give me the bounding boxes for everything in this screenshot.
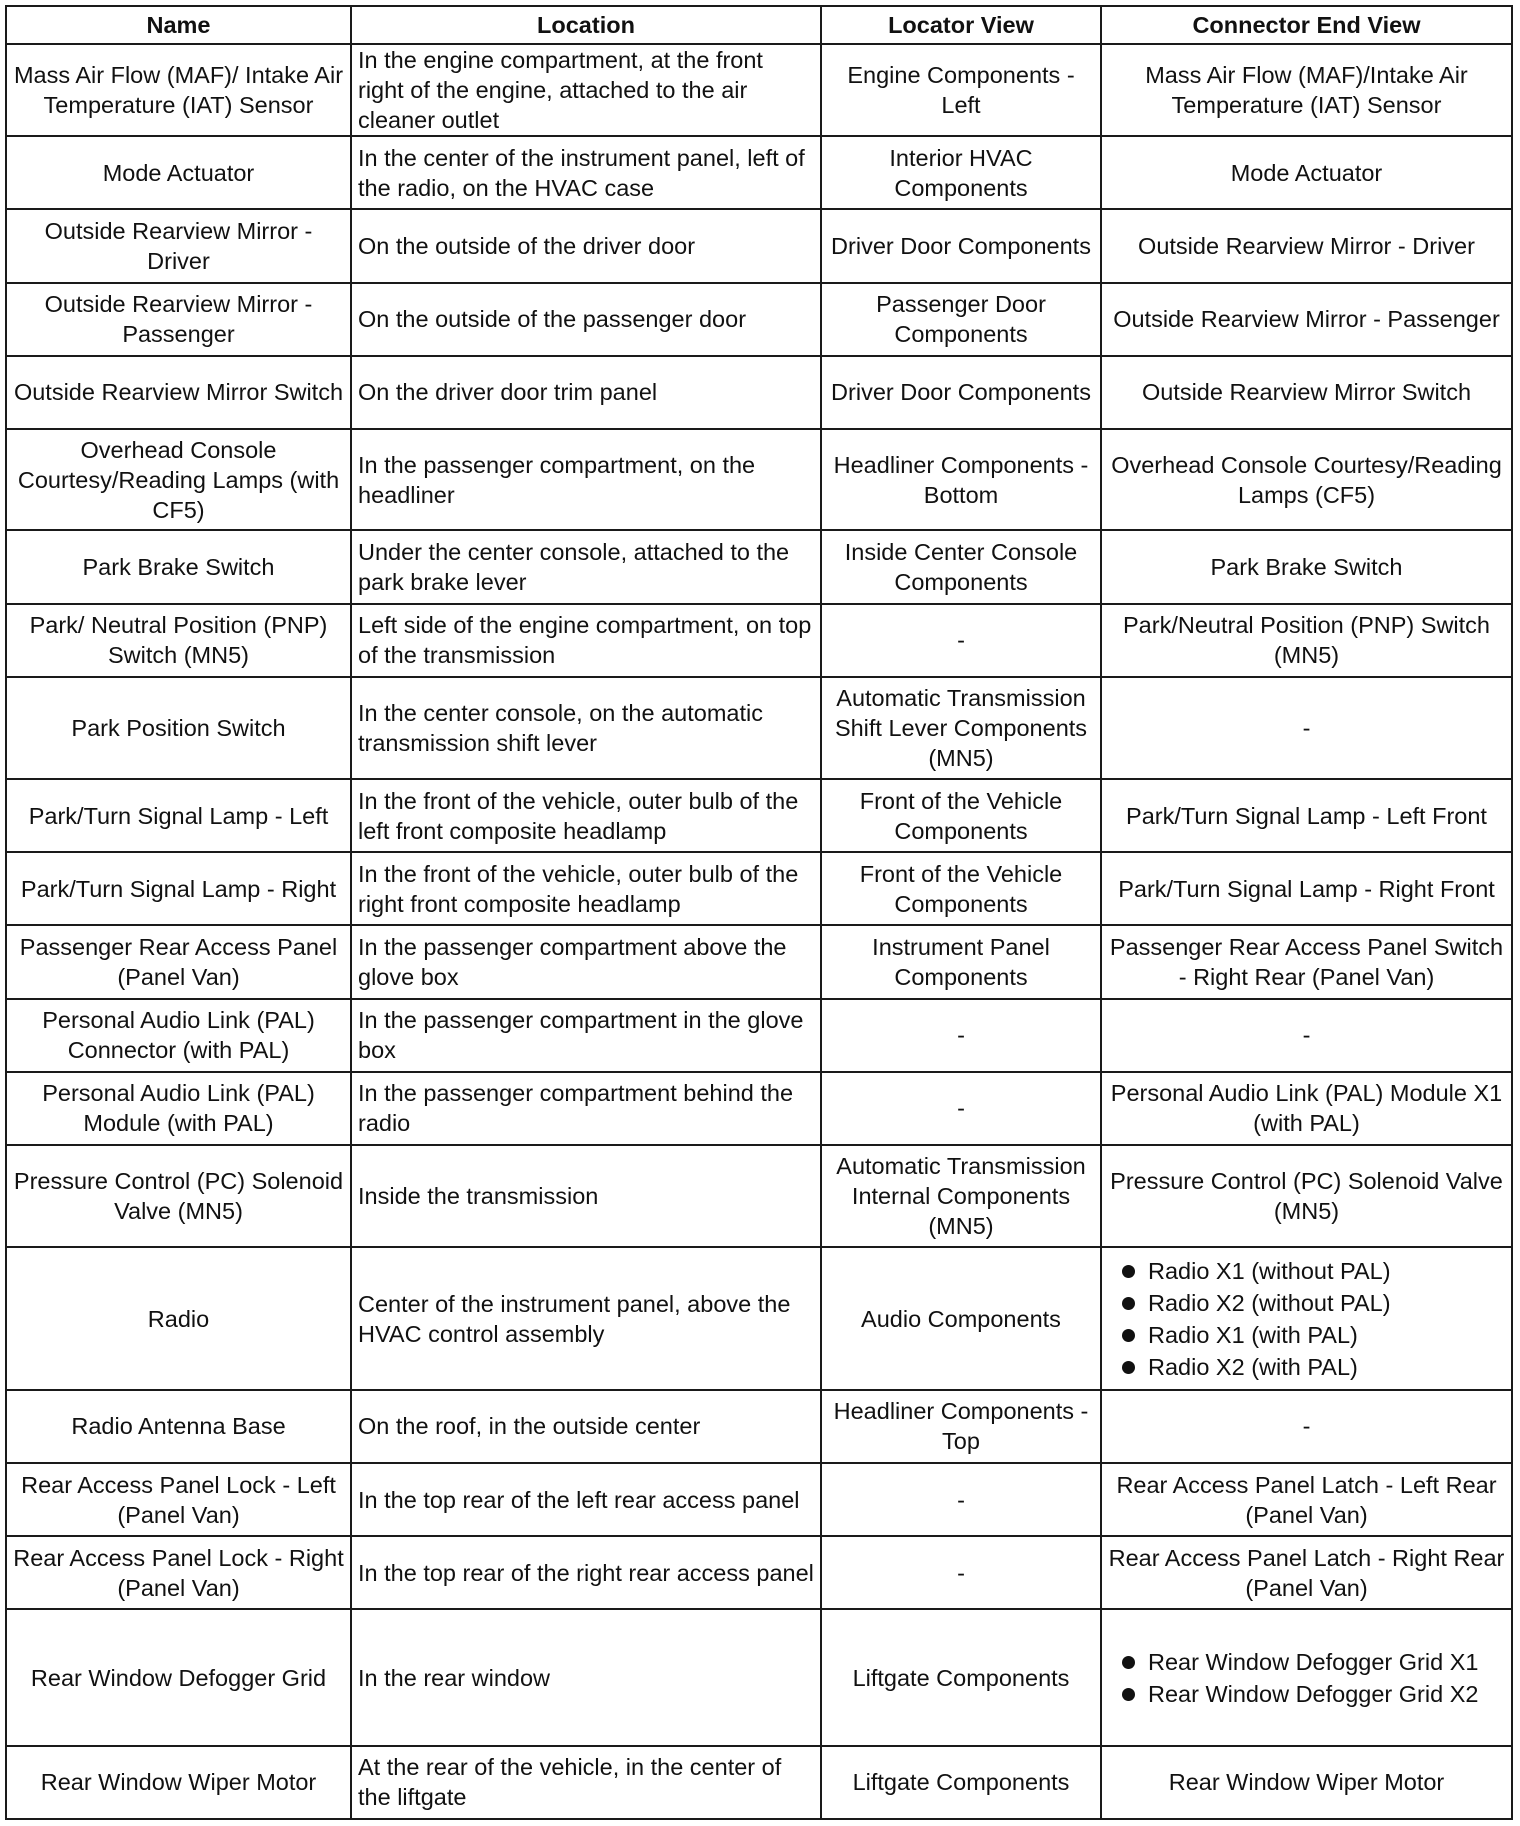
cell-name: Park Position Switch (6, 677, 351, 779)
connector-list-item: Radio X2 (without PAL) (1108, 1288, 1505, 1318)
table-row (6, 999, 1512, 1072)
cell-locator-view: Driver Door Components (821, 209, 1101, 282)
cell-connector-end-view: Rear Access Panel Latch - Left Rear (Panel Van) (1101, 1463, 1512, 1536)
cell-name: Pressure Control (PC) Solenoid Valve (MN5) (6, 1145, 351, 1247)
cell-locator-view: Headliner Components - Bottom (821, 429, 1101, 530)
cell-connector-end-view: - (1101, 677, 1512, 779)
cell-connector-end-view: Park Brake Switch (1101, 530, 1512, 603)
cell-connector-end-view: - (1101, 1390, 1512, 1463)
cell-location: Center of the instrument panel, above the HVAC control assembly (351, 1247, 821, 1389)
cell-location: In the top rear of the right rear access panel (351, 1536, 821, 1609)
table-row (6, 1609, 1512, 1745)
header-locator-view: Locator View (821, 6, 1101, 44)
cell-connector-end-view: Park/Turn Signal Lamp - Left Front (1101, 779, 1512, 852)
cell-connector-end-view: Mass Air Flow (MAF)/Intake Air Temperature (IAT) Sensor (1101, 44, 1512, 136)
cell-connector-end-view (1101, 1609, 1512, 1745)
connector-list-item: Rear Window Defogger Grid X2 (1108, 1679, 1505, 1709)
cell-locator-view: Engine Components - Left (821, 44, 1101, 136)
table-row (6, 852, 1512, 925)
header-location: Location (351, 6, 821, 44)
cell-locator-view: - (821, 1072, 1101, 1145)
cell-name: Rear Window Wiper Motor (6, 1746, 351, 1819)
cell-location: In the passenger compartment above the glove box (351, 925, 821, 998)
cell-name: Park Brake Switch (6, 530, 351, 603)
cell-connector-end-view: Rear Access Panel Latch - Right Rear (Panel Van) (1101, 1536, 1512, 1609)
cell-name: Park/Turn Signal Lamp - Right (6, 852, 351, 925)
table-row (6, 925, 1512, 998)
cell-location: Inside the transmission (351, 1145, 821, 1247)
cell-name: Outside Rearview Mirror Switch (6, 356, 351, 429)
cell-location: At the rear of the vehicle, in the center of the liftgate (351, 1746, 821, 1819)
cell-location: Left side of the engine compartment, on top of the transmission (351, 604, 821, 677)
cell-connector-end-view: Park/Neutral Position (PNP) Switch (MN5) (1101, 604, 1512, 677)
header-name: Name (6, 6, 351, 44)
cell-location: On the driver door trim panel (351, 356, 821, 429)
table-row (6, 1463, 1512, 1536)
cell-name: Outside Rearview Mirror - Driver (6, 209, 351, 282)
cell-location: In the engine compartment, at the front right of the engine, attached to the air cleaner outlet (351, 44, 821, 136)
cell-connector-end-view: Overhead Console Courtesy/Reading Lamps (CF5) (1101, 429, 1512, 530)
cell-locator-view: Headliner Components - Top (821, 1390, 1101, 1463)
cell-locator-view: Inside Center Console Components (821, 530, 1101, 603)
cell-locator-view: Front of the Vehicle Components (821, 779, 1101, 852)
cell-location: In the passenger compartment behind the radio (351, 1072, 821, 1145)
cell-locator-view: - (821, 604, 1101, 677)
cell-connector-end-view: - (1101, 999, 1512, 1072)
connector-list (1108, 1647, 1505, 1709)
cell-location: In the front of the vehicle, outer bulb of the left front composite headlamp (351, 779, 821, 852)
cell-connector-end-view: Mode Actuator (1101, 136, 1512, 209)
component-locator-table (5, 5, 1513, 1820)
cell-connector-end-view: Pressure Control (PC) Solenoid Valve (MN5) (1101, 1145, 1512, 1247)
cell-connector-end-view: Outside Rearview Mirror - Driver (1101, 209, 1512, 282)
connector-list-item: Radio X1 (with PAL) (1108, 1320, 1505, 1350)
cell-locator-view: Front of the Vehicle Components (821, 852, 1101, 925)
table-row (6, 44, 1512, 136)
cell-name: Passenger Rear Access Panel (Panel Van) (6, 925, 351, 998)
cell-location: On the outside of the driver door (351, 209, 821, 282)
cell-connector-end-view: Park/Turn Signal Lamp - Right Front (1101, 852, 1512, 925)
cell-location: In the center of the instrument panel, left of the radio, on the HVAC case (351, 136, 821, 209)
header-connector-end-view: Connector End View (1101, 6, 1512, 44)
cell-name: Personal Audio Link (PAL) Module (with PAL) (6, 1072, 351, 1145)
cell-locator-view: - (821, 1536, 1101, 1609)
cell-location: In the passenger compartment in the glove box (351, 999, 821, 1072)
cell-locator-view: Instrument Panel Components (821, 925, 1101, 998)
table-row (6, 1072, 1512, 1145)
cell-locator-view: Passenger Door Components (821, 283, 1101, 356)
header-row (6, 6, 1512, 44)
cell-locator-view: Liftgate Components (821, 1746, 1101, 1819)
table-row (6, 677, 1512, 779)
cell-location: On the outside of the passenger door (351, 283, 821, 356)
table-row (6, 779, 1512, 852)
cell-name: Outside Rearview Mirror - Passenger (6, 283, 351, 356)
cell-location: On the roof, in the outside center (351, 1390, 821, 1463)
table-row (6, 1247, 1512, 1389)
cell-location: Under the center console, attached to the park brake lever (351, 530, 821, 603)
connector-list-item: Rear Window Defogger Grid X1 (1108, 1647, 1505, 1677)
cell-name: Overhead Console Courtesy/Reading Lamps (with CF5) (6, 429, 351, 530)
cell-location: In the front of the vehicle, outer bulb of the right front composite headlamp (351, 852, 821, 925)
cell-name: Park/ Neutral Position (PNP) Switch (MN5) (6, 604, 351, 677)
table-body (6, 44, 1512, 1819)
connector-list-item: Radio X1 (without PAL) (1108, 1256, 1505, 1286)
cell-locator-view: - (821, 999, 1101, 1072)
table-row (6, 356, 1512, 429)
cell-location: In the top rear of the left rear access panel (351, 1463, 821, 1536)
table-row (6, 604, 1512, 677)
cell-locator-view: Automatic Transmission Internal Components (MN5) (821, 1145, 1101, 1247)
cell-locator-view: Driver Door Components (821, 356, 1101, 429)
cell-connector-end-view: Outside Rearview Mirror Switch (1101, 356, 1512, 429)
cell-name: Rear Access Panel Lock - Right (Panel Van) (6, 1536, 351, 1609)
cell-connector-end-view: Passenger Rear Access Panel Switch - Right Rear (Panel Van) (1101, 925, 1512, 998)
table-row (6, 1536, 1512, 1609)
cell-locator-view: Interior HVAC Components (821, 136, 1101, 209)
table-row (6, 283, 1512, 356)
table-row (6, 530, 1512, 603)
table-row (6, 136, 1512, 209)
cell-name: Mode Actuator (6, 136, 351, 209)
table-header (6, 6, 1512, 44)
cell-name: Mass Air Flow (MAF)/ Intake Air Temperature (IAT) Sensor (6, 44, 351, 136)
cell-location: In the center console, on the automatic transmission shift lever (351, 677, 821, 779)
cell-name: Rear Access Panel Lock - Left (Panel Van) (6, 1463, 351, 1536)
cell-locator-view: Audio Components (821, 1247, 1101, 1389)
cell-name: Radio Antenna Base (6, 1390, 351, 1463)
cell-connector-end-view: Rear Window Wiper Motor (1101, 1746, 1512, 1819)
cell-connector-end-view: Outside Rearview Mirror - Passenger (1101, 283, 1512, 356)
cell-connector-end-view (1101, 1247, 1512, 1389)
table-row (6, 1746, 1512, 1819)
table-row (6, 209, 1512, 282)
cell-connector-end-view: Personal Audio Link (PAL) Module X1 (with PAL) (1101, 1072, 1512, 1145)
cell-location: In the rear window (351, 1609, 821, 1745)
table-row (6, 429, 1512, 530)
cell-location: In the passenger compartment, on the headliner (351, 429, 821, 530)
cell-name: Personal Audio Link (PAL) Connector (with PAL) (6, 999, 351, 1072)
cell-name: Park/Turn Signal Lamp - Left (6, 779, 351, 852)
cell-locator-view: - (821, 1463, 1101, 1536)
cell-name: Rear Window Defogger Grid (6, 1609, 351, 1745)
cell-locator-view: Automatic Transmission Shift Lever Components (MN5) (821, 677, 1101, 779)
connector-list-item: Radio X2 (with PAL) (1108, 1352, 1505, 1382)
cell-locator-view: Liftgate Components (821, 1609, 1101, 1745)
table-row (6, 1145, 1512, 1247)
connector-list (1108, 1256, 1505, 1382)
cell-name: Radio (6, 1247, 351, 1389)
table-row (6, 1390, 1512, 1463)
